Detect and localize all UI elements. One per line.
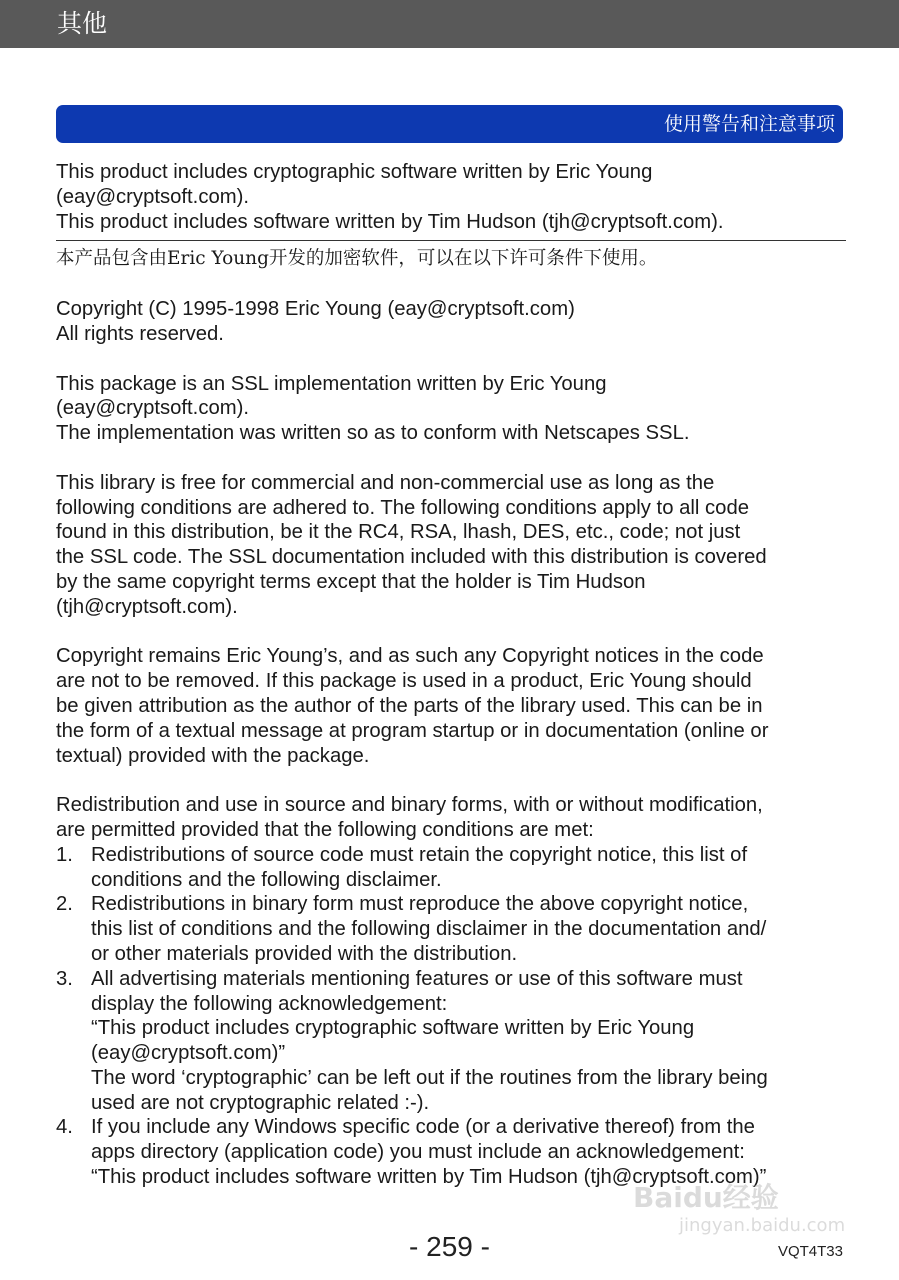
intro-paragraph-2: This product includes software written by Tim Hudson (tjh@cryptsoft.com). xyxy=(56,210,724,233)
section-banner xyxy=(56,105,843,143)
copyright-remains-paragraph: Copyright remains Eric Young’s, and as such any Copyright notices in the code are not to be removed. If this package is used in a product, Eric Young should be given attribution as the author of the parts of the library used. This can be in the form of a textual message at program startup or in documentation (online or textual) provided with the package. xyxy=(56,645,769,767)
package-paragraph: This package is an SSL implementation written by Eric Young (eay@cryptsoft.com). The implementation was written so as to conform with Netscapes SSL. xyxy=(56,372,690,445)
header-bar xyxy=(0,0,899,48)
list-item xyxy=(56,967,846,1116)
list-item xyxy=(56,1115,846,1189)
watermark-logo: Baidu经验 xyxy=(633,1181,779,1214)
list-item-text: Redistributions of source code must retain the copyright notice, this list of conditions and the following disclaimer. xyxy=(91,843,748,891)
divider xyxy=(56,240,846,241)
list-item xyxy=(56,892,846,966)
library-paragraph: This library is free for commercial and non-commercial use as long as the following conditions are adhered to. The following conditions apply to all code found in this distribution, be it the RC4, RSA, lhash, DES, etc., code; not just the SSL code. The SSL documentation included with this distribution is covered by the same copyright terms except that the holder is Tim Hudson (tjh@cryptsoft.com). xyxy=(56,471,767,618)
list-item-text: Redistributions in binary form must reproduce the above copyright notice, this list of conditions and the following disclaimer in the documentation and/ or other materials provided with the distribution. xyxy=(91,893,767,965)
list-item-text: If you include any Windows specific code (or a derivative thereof) from the apps directory (application code) you must include an acknowledgement: “This product includes software written by Tim Hudson (tjh@cryptsoft.com)” xyxy=(91,1116,767,1189)
list-item xyxy=(56,843,846,893)
chinese-note: 本产品包含由Eric Young开发的加密软件，可以在以下许可条件下使用。 xyxy=(56,248,658,270)
list-item-number: 4. xyxy=(56,1116,73,1139)
list-item-number: 1. xyxy=(56,843,73,866)
section-title: 其他 xyxy=(57,9,108,38)
document-code: VQT4T33 xyxy=(777,1243,843,1260)
list-item-number: 3. xyxy=(56,967,73,990)
list-item-text: All advertising materials mentioning features or use of this software must display the following acknowledgement: “This product includes cryptographic software written by Eric Young (eay@cryptsoft.com)” The word ‘cryptographic’ can be left out if the routines from the library being used are not cryptographic related :-). xyxy=(91,967,768,1114)
banner-label: 使用警告和注意事项 xyxy=(663,113,835,135)
page-number: - 259 - xyxy=(409,1231,490,1262)
list-item-number: 2. xyxy=(56,893,73,916)
intro-paragraph-1: This product includes cryptographic software written by Eric Young (eay@cryptsoft.com). xyxy=(56,161,653,208)
redistribution-paragraph: Redistribution and use in source and binary forms, with or without modification, are permitted provided that the following conditions are met: xyxy=(56,794,763,841)
document-body xyxy=(56,160,846,1190)
conditions-list xyxy=(56,843,846,1190)
copyright-paragraph: Copyright (C) 1995-1998 Eric Young (eay@cryptsoft.com) All rights reserved. xyxy=(56,298,575,345)
watermark-url: jingyan.baidu.com xyxy=(679,1215,846,1236)
